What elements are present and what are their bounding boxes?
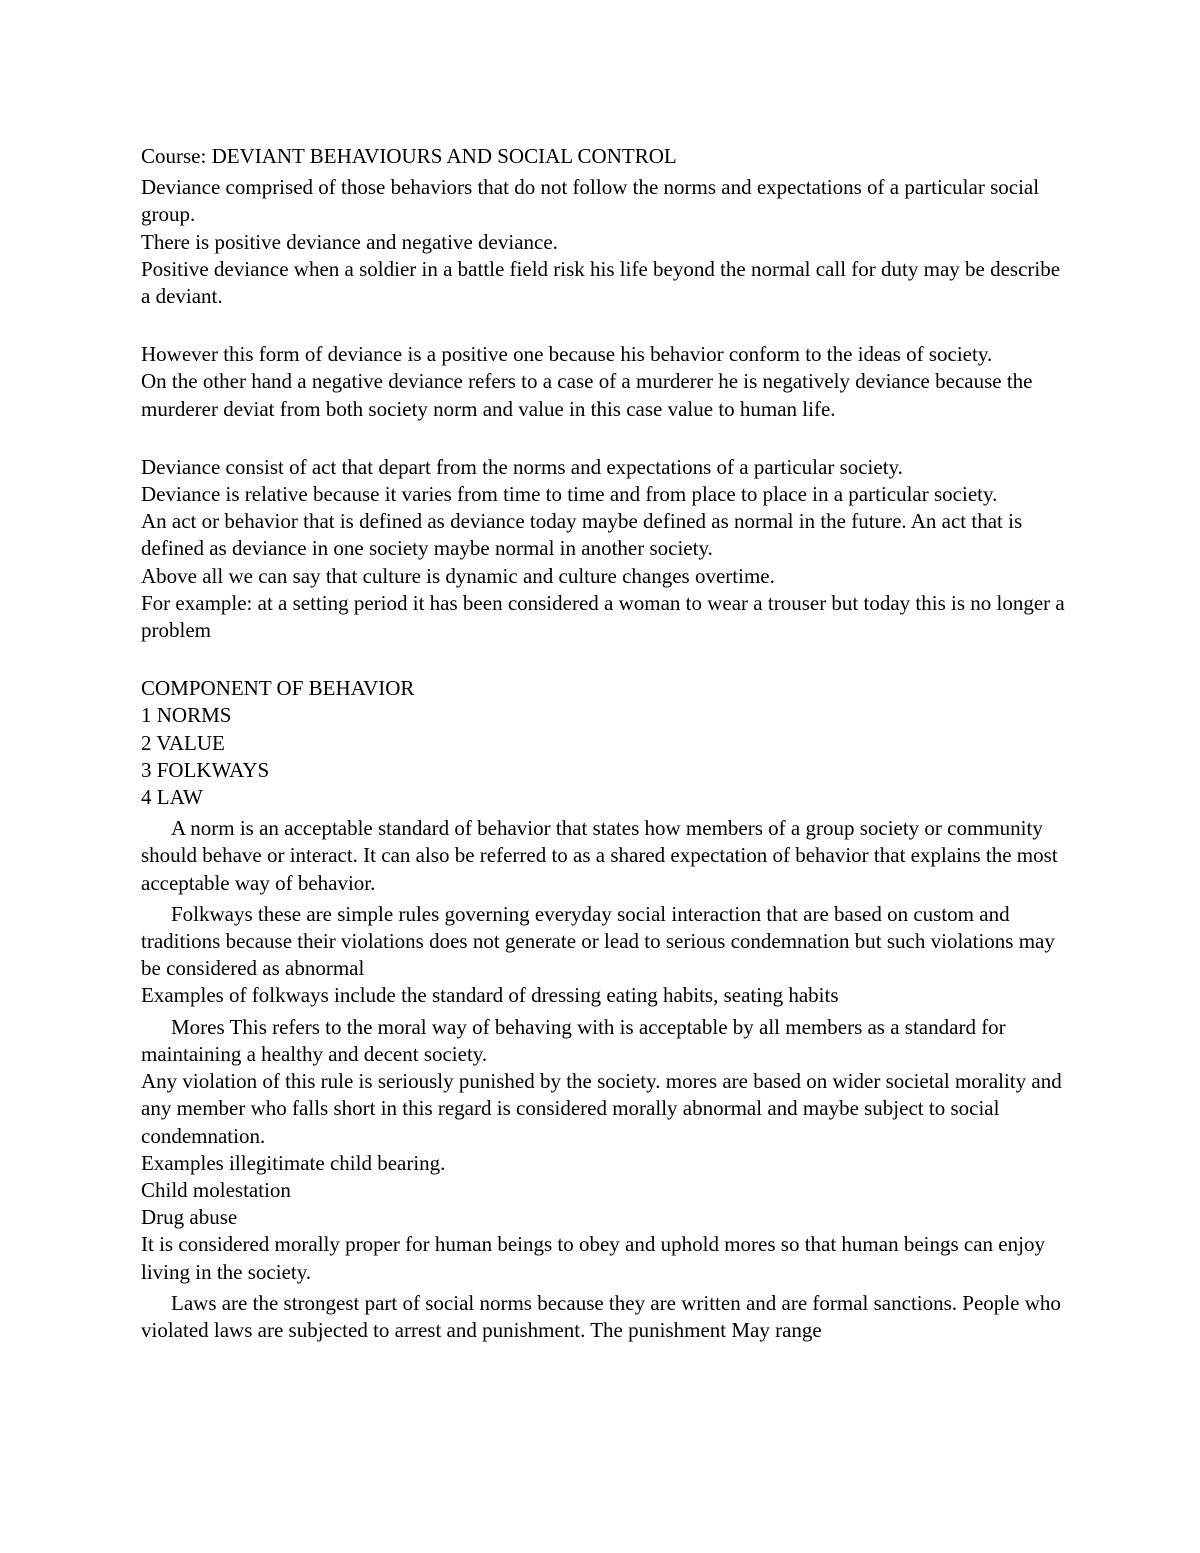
paragraph-mores-proper: It is considered morally proper for human beings to obey and uphold mores so that human beings can enjoy living in the society. (141, 1232, 1045, 1284)
component-item: 4 LAW (141, 785, 203, 810)
paragraph-positive-negative: There is positive deviance and negative deviance. (141, 229, 558, 254)
document-body (141, 143, 1071, 1344)
list-item-mores-example: Examples illegitimate child bearing. (141, 1150, 446, 1175)
paragraph-laws: Laws are the strongest part of social norms because they are written and are formal sanctions. People who violated laws are subjected to arrest and punishment. The punishment May range (141, 1290, 1061, 1342)
paragraph-folkways: Folkways these are simple rules governing everyday social interaction that are based on custom and traditions because their violations does not generate or lead to serious condemnation but such violations may be considered as abnormal (141, 901, 1055, 981)
paragraph-mores-violation: Any violation of this rule is seriously punished by the society. mores are based on wider societal morality and any member who falls short in this regard is considered morally abnormal and maybe subject to social condemnation. (141, 1069, 1062, 1148)
components-heading: COMPONENT OF BEHAVIOR (141, 676, 415, 701)
paragraph-positive-deviance: Positive deviance when a soldier in a battle field risk his life beyond the normal call for duty may be describe a deviant. (141, 256, 1061, 309)
course-title: Course: DEVIANT BEHAVIOURS AND SOCIAL CONTROL (141, 144, 677, 168)
paragraph-folkways-examples: Examples of folkways include the standard of dressing eating habits, seating habits (141, 983, 839, 1008)
component-item: 1 NORMS (141, 703, 232, 728)
paragraph-act-defined: An act or behavior that is defined as deviance today maybe defined as normal in the future. An act that is defined as deviance in one society maybe normal in another society. (141, 509, 1023, 561)
paragraph-negative-deviance: On the other hand a negative deviance refers to a case of a murderer he is negatively deviance because the murderer deviat from both society norm and value in this case value to human life. (141, 369, 1033, 421)
paragraph-example-trouser: For example: at a setting period it has been considered a woman to wear a trouser but today this is no longer a problem (141, 590, 1065, 643)
list-item-mores-example: Drug abuse (141, 1205, 238, 1230)
list-item-mores-example: Child molestation (141, 1177, 291, 1202)
component-item: 3 FOLKWAYS (141, 757, 270, 782)
paragraph-culture-dynamic: Above all we can say that culture is dynamic and culture changes overtime. (141, 563, 775, 588)
paragraph-positive-explanation: However this form of deviance is a positive one because his behavior conform to the ideas of society. (141, 342, 993, 367)
blank-line (141, 423, 1071, 454)
blank-line (141, 644, 1071, 675)
paragraph-mores: Mores This refers to the moral way of behaving with is acceptable by all members as a standard for maintaining a healthy and decent society. (141, 1014, 1006, 1066)
component-item: 2 VALUE (141, 730, 225, 755)
paragraph-deviance-consist: Deviance consist of act that depart from the norms and expectations of a particular society. (141, 454, 903, 479)
paragraph-norm: A norm is an acceptable standard of behavior that states how members of a group society or community should behave or interact. It can also be referred to as a shared expectation of behavior that explains the most acceptable way of behavior. (141, 816, 1058, 895)
blank-line (141, 310, 1071, 341)
paragraph-deviance-relative: Deviance is relative because it varies from time to time and from place to place in a particular society. (141, 482, 998, 507)
paragraph-deviance-definition: Deviance comprised of those behaviors that do not follow the norms and expectations of a particular social group. (141, 175, 1040, 227)
